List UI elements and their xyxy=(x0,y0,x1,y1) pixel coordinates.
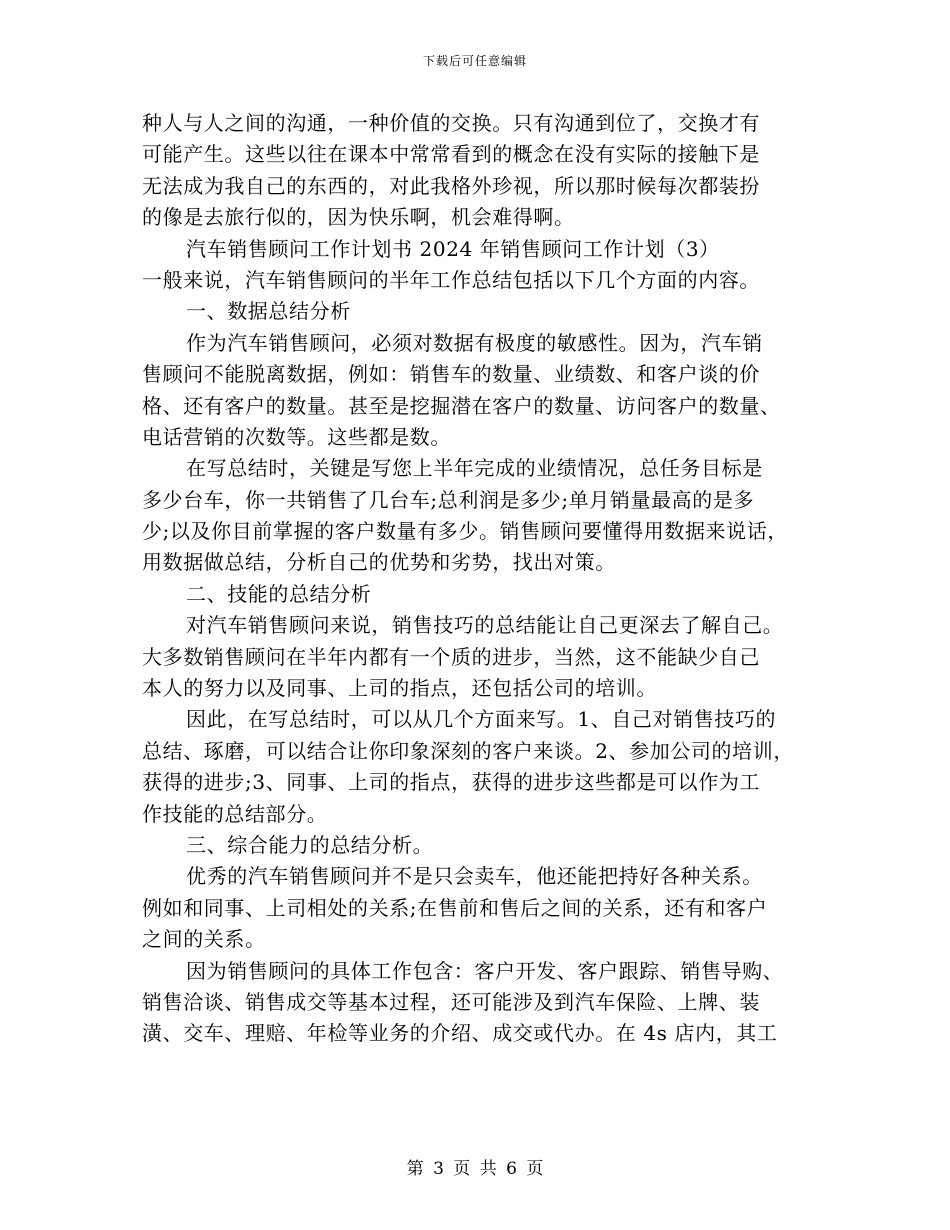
text-line: 销售洽谈、销售成交等基本过程，还可能涉及到汽车保险、上牌、装 xyxy=(142,989,760,1014)
page-header: 下载后可任意编辑 xyxy=(422,54,527,68)
text-line: 用数据做总结，分析自己的优势和劣势，找出对策。 xyxy=(142,550,616,575)
text-line: 电话营销的次数等。这些都是数。 xyxy=(142,424,451,449)
text-line: 少;以及你目前掌握的客户数量有多少。销售顾问要懂得用数据来说话， xyxy=(142,519,788,544)
text-line: 无法成为我自己的东西的，对此我格外珍视，所以那时候每次都装扮 xyxy=(142,173,760,198)
text-line: 因为销售顾问的具体工作包含：客户开发、客户跟踪、销售导购、 xyxy=(186,958,784,983)
text-line: 作为汽车销售顾问，必须对数据有极度的敏感性。因为，汽车销 xyxy=(186,330,763,355)
text-line: 潢、交车、理赔、年检等业务的介绍、成交或代办。在 4s 店内，其工 xyxy=(142,1021,778,1046)
text-line: 汽车销售顾问工作计划书 2024 年销售顾问工作计划（3） xyxy=(186,236,720,261)
text-line: 总结、琢磨，可以结合让你印象深刻的客户来谈。2、参加公司的培训， xyxy=(142,738,794,763)
text-line: 对汽车销售顾问来说，销售技巧的总结能让自己更深去了解自己。 xyxy=(186,613,784,638)
text-line: 之间的关系。 xyxy=(142,927,266,952)
text-line: 例如和同事、上司相处的关系;在售前和售后之间的关系，还有和客户 xyxy=(142,895,768,920)
text-line: 作技能的总结部分。 xyxy=(142,801,328,826)
text-line: 本人的努力以及同事、上司的指点，还包括公司的培训。 xyxy=(142,676,657,701)
text-line: 种人与人之间的沟通，一种价值的交换。只有沟通到位了，交换才有 xyxy=(142,111,760,135)
document-body xyxy=(142,108,822,1050)
text-line: 一般来说，汽车销售顾问的半年工作总结包括以下几个方面的内容。 xyxy=(142,267,760,292)
text-line: 在写总结时，关键是写您上半年完成的业绩情况，总任务目标是 xyxy=(186,456,763,481)
page-footer: 第 3 页 共 6 页 xyxy=(406,1159,544,1179)
text-line: 获得的进步;3、同事、上司的指点，获得的进步这些都是可以作为工 xyxy=(142,770,761,795)
text-line: 三、综合能力的总结分析。 xyxy=(186,832,434,857)
text-line: 大多数销售顾问在半年内都有一个质的进步，当然，这不能缺少自己 xyxy=(142,644,760,669)
text-line: 多少台车，你一共销售了几台车;总利润是多少;单月销量最高的是多 xyxy=(142,487,755,512)
text-line: 售顾问不能脱离数据，例如：销售车的数量、业绩数、和客户谈的价 xyxy=(142,362,760,387)
text-line: 一、数据总结分析 xyxy=(186,299,351,324)
text-line: 格、还有客户的数量。甚至是挖掘潜在客户的数量、访问客户的数量、 xyxy=(142,393,781,418)
text-line: 二、技能的总结分析 xyxy=(186,581,372,606)
text-line: 优秀的汽车销售顾问并不是只会卖车，他还能把持好各种关系。 xyxy=(186,864,763,889)
text-line: 因此，在写总结时，可以从几个方面来写。1、自己对销售技巧的 xyxy=(186,707,777,732)
text-line: 可能产生。这些以往在课本中常常看到的概念在没有实际的接触下是 xyxy=(142,142,760,167)
text-line: 的像是去旅行似的，因为快乐啊，机会难得啊。 xyxy=(142,205,575,230)
